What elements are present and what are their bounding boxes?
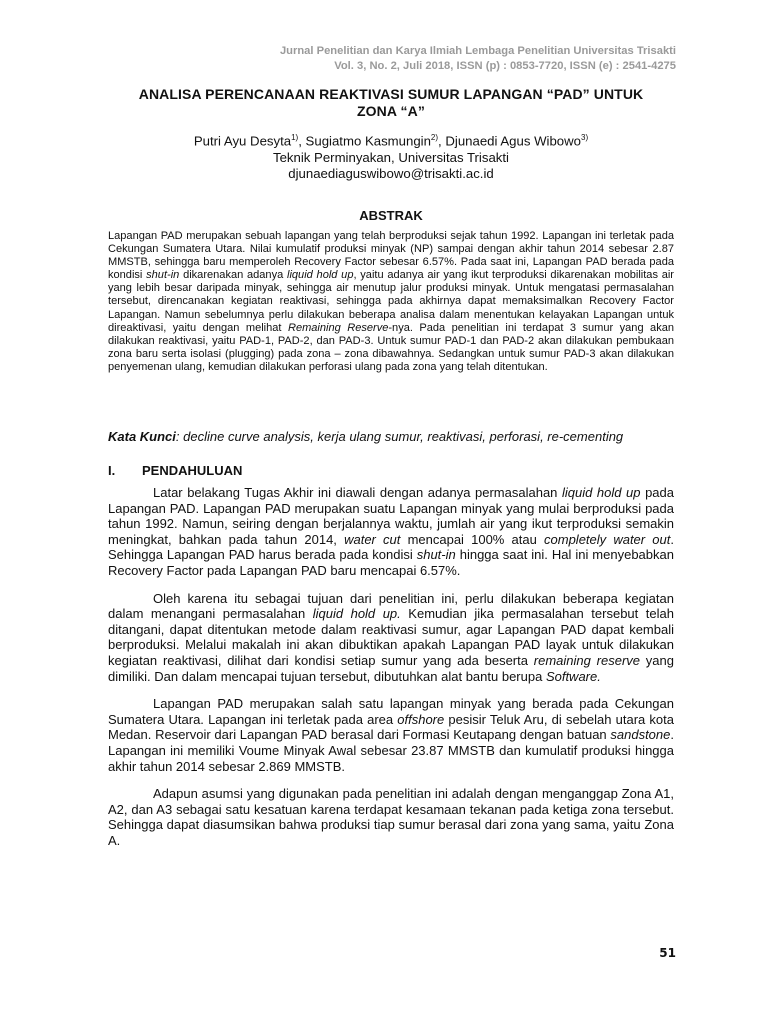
author-2: , Sugiatmo Kasmungin <box>298 133 431 149</box>
section-number: I. <box>108 463 116 478</box>
abstract-italic-term: liquid hold up <box>287 269 354 282</box>
italic-term: sandstone <box>610 727 671 743</box>
italic-term: liquid hold up. <box>312 606 401 622</box>
paragraph <box>108 591 674 685</box>
italic-term: offshore <box>397 711 445 727</box>
keywords-label: Kata Kunci <box>108 429 176 444</box>
body-text: yang dimiliki. Dan dalam mencapai tujuan tersebut, dibutuhkan alat bantu berupa <box>108 652 674 684</box>
paper-title <box>108 86 674 120</box>
affiliation: Teknik Perminyakan, Universitas Trisakti <box>273 149 509 165</box>
abstract-text: -nya. Pada penelitian ini terdapat 3 sumur yang akan dilakukan reaktivasi, yaitu PAD-1, PAD-2, dan PAD-3. Untuk sumur PAD-1 dan PAD-2 akan dilakukan pembukaan zona baru serta isolasi (plugging) pada zona – zona dibawahnya. Sedangkan untuk sumur PAD-3 akan dilakukan penyemenan ulang, kemudian dilakukan perforasi ulang pada zona yang telah ditentukan. <box>108 321 675 373</box>
author-3: , Djunaedi Agus Wibowo <box>438 133 581 149</box>
abstract-text: dikarenakan adanya <box>179 269 287 282</box>
author-1-affil: 1) <box>291 133 299 142</box>
italic-term: completely water out <box>544 531 671 547</box>
author-email[interactable]: djunaediaguswibowo@trisakti.ac.id <box>288 166 494 182</box>
author-1: Putri Ayu Desyta <box>193 133 292 149</box>
italic-term: shut-in <box>416 547 456 563</box>
body-text: Latar belakang Tugas Akhir ini diawali dengan adanya permasalahan <box>153 485 562 500</box>
body-text: Lapangan PAD merupakan salah satu lapangan minyak yang berada pada Cekungan Sumatera Utara. Lapangan ini terletak pada area <box>108 696 674 727</box>
body-text: pesisir Teluk Aru, di sebelah utara kota Medan. Reservoir dari Lapangan PAD berasal dari Formasi Keutapang dengan batuan <box>108 711 674 743</box>
paragraph <box>108 485 674 579</box>
italic-term: remaining reserve <box>533 652 641 668</box>
body-text: Adapun asumsi yang digunakan pada penelitian ini adalah dengan menganggap Zona A1, A2, dan A3 sebagai satu kesatuan karena terdapat kesamaan tekanan pada ketiga zona tersebut. Sehingga dapat diasumsikan bahwa produksi tiap sumur berasal dari zona yang sama, yaitu Zona A. <box>108 786 674 848</box>
italic-term: water cut <box>344 531 401 547</box>
paragraph <box>108 786 674 848</box>
author-block <box>108 130 674 183</box>
section-body <box>108 485 674 860</box>
body-text: Kemudian jika permasalahan tersebut telah ditangani, dapat ditentukan metode dalam reaktivasi sumur, agar Lapangan PAD dapat kembali berproduksi. Melalui makalah ini akan dibuktikan apakah Lapangan PAD layak untuk dilakukan kegiatan reaktivasi, dilihat dari kondisi setiap sumur yang ada beserta <box>108 606 674 668</box>
title-line-1: ANALISA PERENCANAAN REAKTIVASI SUMUR LAPANGAN “PAD” UNTUK <box>138 86 644 102</box>
keywords <box>108 429 684 445</box>
abstract-italic-term: shut-in <box>146 269 180 282</box>
body-text: mencapai 100% atau <box>400 531 545 547</box>
body-text: pada Lapangan PAD. Lapangan PAD merupakan suatu Lapangan minyak yang mulai berproduksi pada tahun 1992. Namun, seiring dengan berjalannya waktu, jumlah air yang ikut terproduksi semakin meningkat, bahkan pada tahun 2014, <box>108 485 674 547</box>
running-head <box>280 44 676 74</box>
author-3-affil: 3) <box>581 133 589 142</box>
body-text: . Lapangan ini memiliki Voume Minyak Awal sebesar 23.87 MMSTB dan kumulatif produksi hingga akhir tahun 2014 sebesar 2.869 MMSTB. <box>108 727 674 774</box>
body-text: . Sehingga Lapangan PAD harus berada pada kondisi <box>108 531 674 563</box>
italic-term: liquid hold up <box>561 485 641 500</box>
journal-volume-issn: Vol. 3, No. 2, Juli 2018, ISSN (p) : 0853-7720, ISSN (e) : 2541-4275 <box>334 60 676 72</box>
author-names <box>108 130 674 150</box>
body-text: hingga saat ini. Hal ini menyebabkan Recovery Factor pada Lapangan PAD baru mencapai 6.57%. <box>108 547 674 578</box>
page-number: 51 <box>659 946 676 960</box>
italic-term: Software. <box>545 668 601 684</box>
abstract-text: , yaitu adanya air yang ikut terproduksi dikarenakan mobilitas air yang lebih besar daripada minyak, sehingga air menutup jalur produksi minyak. Untuk mengatasi permasalahan tersebut, direncanakan kegiatan reaktivasi, sehingga pada akhirnya dapat memaksimalkan Recovery Factor Lapangan. Namun sebelumnya perlu dilakukan beberapa analisa dalam menentukan kelayakan Lapangan untuk direaktivasi, yaitu dengan melihat <box>108 269 674 334</box>
abstract-text: Lapangan PAD merupakan sebuah lapangan yang telah berproduksi sejak tahun 1992. Lapangan ini terletak pada Cekungan Sumatera Utara. Nilai kumulatif produksi minyak (NP) sampai dengan akhir tahun 2014 sebesar 2.87 MMSTB, sehingga baru memperoleh Recovery Factor sebesar 6.57%. Pada saat ini, Lapangan PAD berada pada kondisi <box>108 230 674 282</box>
section-title: PENDAHULUAN <box>142 463 243 478</box>
title-line-2: ZONA “A” <box>357 103 425 119</box>
journal-name: Jurnal Penelitian dan Karya Ilmiah Lembaga Penelitian Universitas Trisakti <box>279 45 676 57</box>
paragraph <box>108 696 674 774</box>
keywords-list: : decline curve analysis, kerja ulang sumur, reaktivasi, perforasi, re-cementing <box>175 429 624 444</box>
abstract-heading: ABSTRAK <box>359 208 423 223</box>
body-text: Oleh karena itu sebagai tujuan dari penelitian ini, perlu dilakukan beberapa kegiatan dalam menangani permasalahan <box>108 590 674 622</box>
section-heading <box>108 463 242 478</box>
author-2-affil: 2) <box>430 133 439 142</box>
abstract-italic-term: Remaining Reserve <box>287 321 389 334</box>
abstract-body <box>108 230 674 374</box>
